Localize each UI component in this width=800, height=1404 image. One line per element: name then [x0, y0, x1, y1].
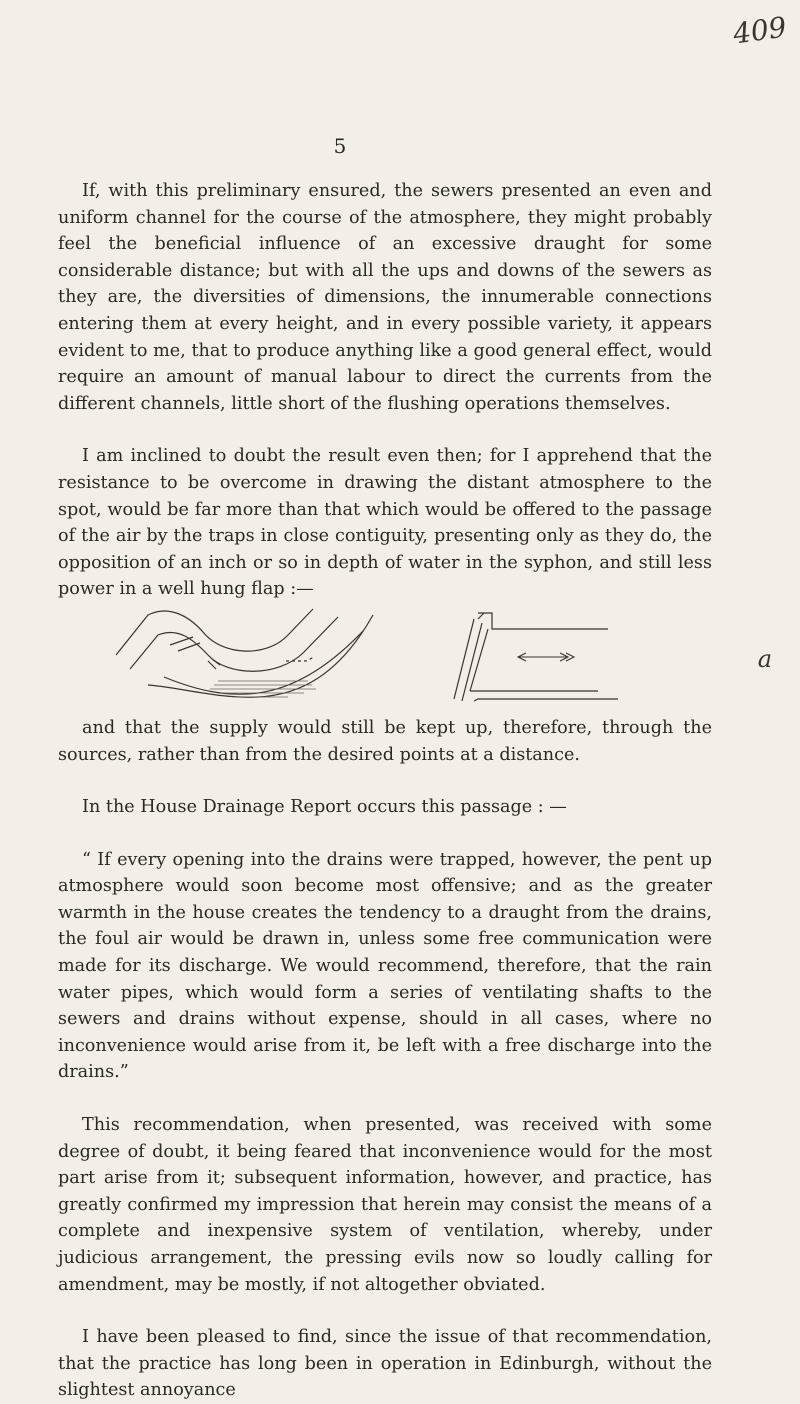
handwritten-page-mark: 409 [730, 10, 789, 51]
paragraph-1: If, with this preliminary ensured, the sewers presented an even and uniform channel for the course of the atmosphere, they might probably feel the beneficial influence of an excessive draught for some considerable distance; but with all the ups and downs of the sewers as they are, the diversities of dimensions, the innumerable connections entering them at every height, and in every possible variety, it appears evident to me, that to produce anything like a good general effect, would require an amount of manual labour to direct the currents from the different channels, little short of the flushing operations themselves. [58, 181, 712, 414]
paragraph-2: I am inclined to doubt the result even then; for I apprehend that the resistance to be overcome in drawing the distant atmosphere to the spot, would be far more than that which would be offered to the passage of the air by the traps in close contiguity, presenting only as they do, the opposition of an inch or so in depth of water in the syphon, and still less power in a well hung flap :— [58, 446, 712, 600]
paragraph-3: and that the supply would still be kept up, therefore, through the sources, rather than from the desired points at a distance. [58, 717, 712, 765]
handwritten-margin-mark: a [757, 645, 772, 673]
trap-illustrations [58, 607, 712, 707]
body-text [58, 178, 712, 1404]
paragraph-7: I have been pleased to find, since the issue of that recommendation, that the practice has long been in operation in Edinburgh, without the slightest annoyance [58, 1327, 712, 1401]
paragraph-6: This recommendation, when presented, was received with some degree of doubt, it being feared that inconvenience would for the most part arise from it; subsequent information, however, and practice, has greatly confirmed my impression that herein may consist the means of a complete and inexpensive system of ventilation, whereby, under judicious arrangement, the pressing evils now so loudly calling for amendment, may be mostly, if not altogether obviated. [58, 1115, 712, 1295]
page-number: 5 [333, 134, 347, 158]
syphon-trap-diagram [108, 607, 388, 705]
quotation-paragraph: “ If every opening into the drains were trapped, however, the pent up atmosphere would soon become most offensive; and as the greater warmth in the house creates the tendency to a draught from the drains, the foul air would be drawn in, unless some free communication were made for its discharge. We would recommend, therefore, that the rain water pipes, which would form a series of ventilating shafts to the sewers and drains without expense, should in all cases, where no inconvenience would arise from it, be left with a free discharge into the drains.” [58, 849, 712, 1083]
paragraph-4: In the House Drainage Report occurs this passage : — [82, 797, 567, 818]
flap-trap-diagram [448, 609, 648, 707]
